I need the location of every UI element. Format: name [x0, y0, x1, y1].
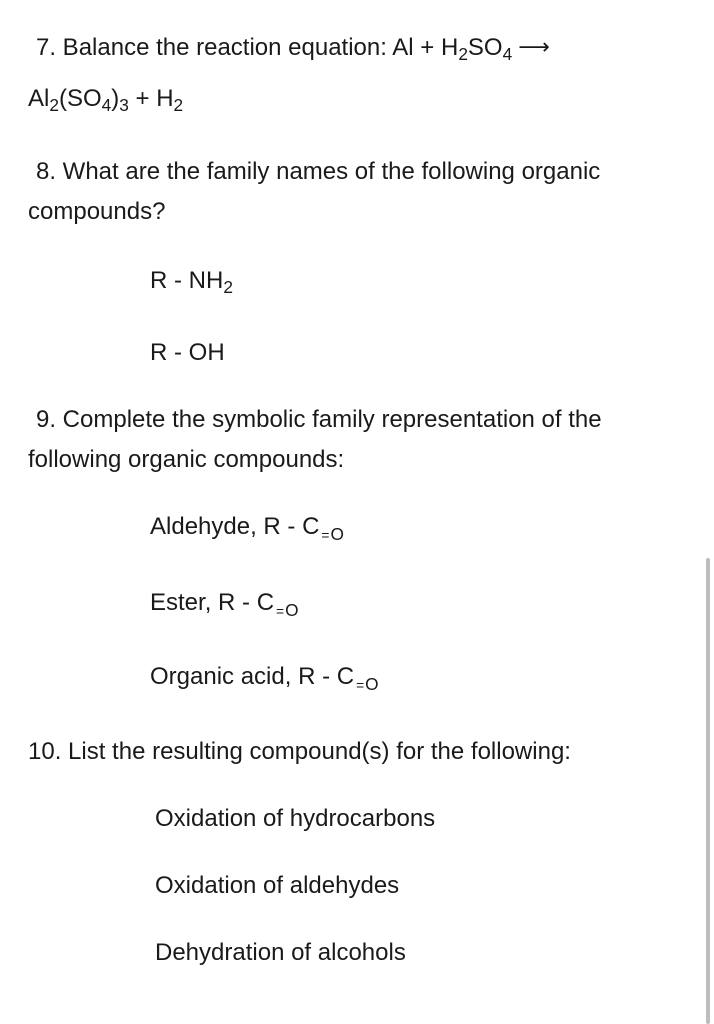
- q7-line2-al: Al: [28, 85, 50, 112]
- q9-item-organic-acid: [150, 662, 379, 700]
- q10-item-1: Oxidation of hydrocarbons: [155, 805, 436, 832]
- q7-line2-h-sub: 2: [173, 94, 184, 115]
- equals-sign: =: [356, 677, 365, 694]
- q10-line1: 10. List the resulting compound(s) for the following:: [28, 738, 571, 765]
- q9-item-label: Organic acid, R - C: [150, 663, 355, 690]
- q8-item-1-main: R - NH: [150, 267, 224, 294]
- q7-so-sub: 4: [502, 43, 513, 64]
- q9-item-ester: [150, 588, 299, 626]
- q7-line2-outer-sub: 3: [119, 94, 129, 115]
- q7-line2-so: (SO: [58, 85, 102, 112]
- q8-line2: compounds?: [28, 198, 166, 225]
- q7-prefix: 7. Balance the reaction equation:: [36, 34, 393, 61]
- q7-al: Al: [392, 34, 414, 61]
- q7-line1: [36, 32, 550, 63]
- q7-line2: [28, 84, 183, 114]
- q9-item-eq-o: [276, 595, 299, 626]
- q7-h-sub: 2: [458, 43, 468, 64]
- q7-plus: +: [413, 34, 441, 61]
- equals-sign: =: [321, 527, 330, 544]
- q9-item-aldehyde: [150, 512, 344, 550]
- q7-h: H: [440, 34, 459, 61]
- q8-line1: 8. What are the family names of the following organic: [36, 158, 601, 185]
- oxygen-symbol: O: [330, 524, 344, 545]
- q7-line2-al-sub: 2: [49, 94, 59, 115]
- q9-item-eq-o: [321, 519, 344, 550]
- q10-item-2: Oxidation of aldehydes: [155, 872, 400, 899]
- q9-line1: 9. Complete the symbolic family representation of the: [36, 406, 602, 433]
- q8-item-1: [150, 266, 233, 296]
- q9-line2: following organic compounds:: [28, 446, 345, 473]
- q9-item-label: Ester, R - C: [150, 589, 275, 616]
- q10-item-3: Dehydration of alcohols: [155, 939, 406, 966]
- vertical-scrollbar[interactable]: [706, 558, 710, 1024]
- q8-item-1-sub: 2: [223, 276, 233, 297]
- q9-item-eq-o: [356, 669, 379, 700]
- q7-line2-h: H: [156, 85, 174, 112]
- q7-line2-plus: +: [128, 85, 157, 112]
- oxygen-symbol: O: [285, 600, 299, 621]
- q8-item-2: R - OH: [150, 339, 225, 366]
- reaction-arrow-icon: ⟶: [518, 34, 550, 59]
- q7-so: SO: [467, 34, 503, 61]
- equals-sign: =: [276, 603, 285, 620]
- q7-line2-so-sub: 4: [101, 94, 112, 115]
- oxygen-symbol: O: [365, 674, 379, 695]
- q9-item-label: Aldehyde, R - C: [150, 513, 320, 540]
- q7-line2-paren: ): [111, 85, 120, 112]
